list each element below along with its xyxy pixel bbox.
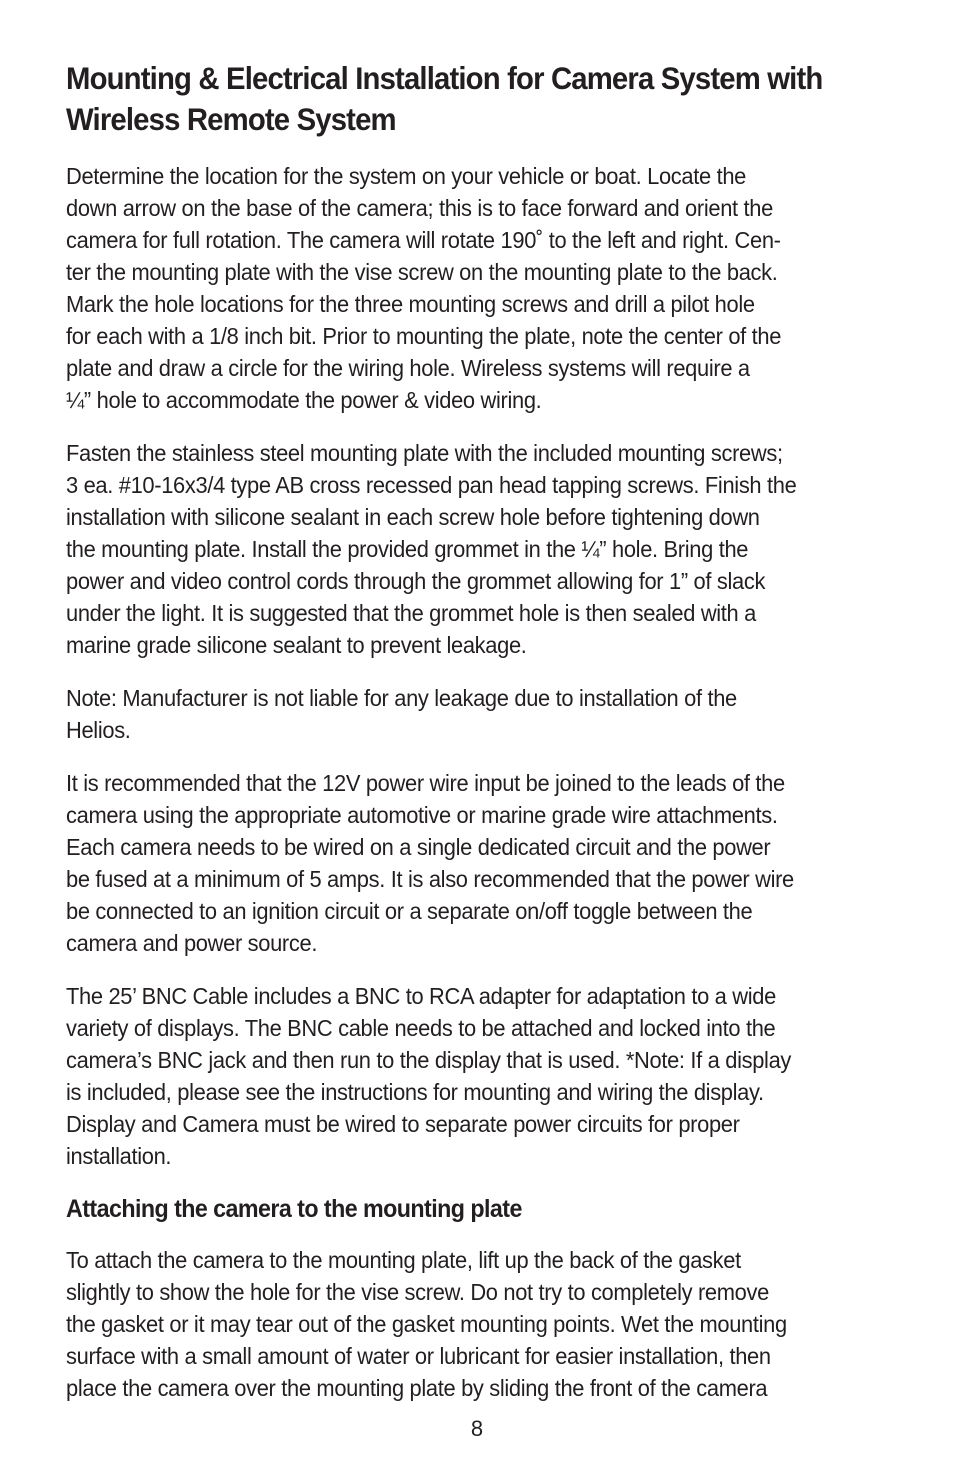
text-line: variety of displays. The BNC cable needs to be attached and locked into the <box>66 1015 776 1041</box>
text-line: be fused at a minimum of 5 amps. It is also recommended that the power wire <box>66 866 794 892</box>
text-line: for each with a 1/8 inch bit. Prior to mounting the plate, note the center of the <box>66 323 782 349</box>
text-line: place the camera over the mounting plate by sliding the front of the camera <box>66 1375 768 1401</box>
text-line: Each camera needs to be wired on a single dedicated circuit and the power <box>66 834 771 860</box>
title-line: Mounting & Electrical Installation for Camera System with <box>66 60 823 96</box>
text-line: is included, please see the instructions for mounting and wiring the display. <box>66 1079 764 1105</box>
text-line: camera and power source. <box>66 930 318 956</box>
text-line: Helios. <box>66 717 131 743</box>
text-line: marine grade silicone sealant to prevent leakage. <box>66 632 527 658</box>
text-line: the mounting plate. Install the provided grommet in the ¼” hole. Bring the <box>66 536 749 562</box>
text-line: Fasten the stainless steel mounting plate with the included mounting screws; <box>66 440 783 466</box>
text-line: ter the mounting plate with the vise screw on the mounting plate to the back. <box>66 259 778 285</box>
page-number: 8 <box>470 1416 484 1441</box>
text-line: be connected to an ignition circuit or a separate on/off toggle between the <box>66 898 753 924</box>
text-line: down arrow on the base of the camera; this is to face forward and orient the <box>66 195 773 221</box>
text-line: ¼” hole to accommodate the power & video wiring. <box>66 387 542 413</box>
paragraph-bnc-cable <box>66 980 893 1172</box>
text-line: camera using the appropriate automotive or marine grade wire attachments. <box>66 802 778 828</box>
text-line: Determine the location for the system on your vehicle or boat. Locate the <box>66 163 746 189</box>
text-line: Note: Manufacturer is not liable for any leakage due to installation of the <box>66 685 737 711</box>
text-line: The 25’ BNC Cable includes a BNC to RCA adapter for adaptation to a wide <box>66 983 776 1009</box>
text-line: under the light. It is suggested that the grommet hole is then sealed with a <box>66 600 756 626</box>
text-line: camera for full rotation. The camera will rotate 190˚ to the left and right. Cen- <box>66 227 781 253</box>
text-line: surface with a small amount of water or lubricant for easier installation, then <box>66 1343 771 1369</box>
paragraph-note <box>66 682 893 746</box>
page-title <box>66 58 903 140</box>
document-page <box>66 58 892 1425</box>
text-line: slightly to show the hole for the vise screw. Do not try to completely remove <box>66 1279 769 1305</box>
text-line: power and video control cords through the grommet allowing for 1” of slack <box>66 568 766 594</box>
text-line: plate and draw a circle for the wiring hole. Wireless systems will require a <box>66 355 750 381</box>
text-line: It is recommended that the 12V power wire input be joined to the leads of the <box>66 770 785 796</box>
paragraph-attach <box>66 1244 893 1404</box>
text-line: Display and Camera must be wired to separate power circuits for proper <box>66 1111 740 1137</box>
text-line: camera’s BNC jack and then run to the display that is used. *Note: If a display <box>66 1047 792 1073</box>
text-line: the gasket or it may tear out of the gasket mounting points. Wet the mounting <box>66 1311 787 1337</box>
text-line: installation. <box>66 1143 172 1169</box>
text-line: 3 ea. #10-16x3/4 type AB cross recessed pan head tapping screws. Finish the <box>66 472 797 498</box>
text-line: To attach the camera to the mounting plate, lift up the back of the gasket <box>66 1247 741 1273</box>
section-heading: Attaching the camera to the mounting plate <box>66 1195 522 1223</box>
paragraph-location <box>66 160 893 416</box>
title-line: Wireless Remote System <box>66 101 396 137</box>
paragraph-fasten <box>66 437 893 661</box>
text-line: installation with silicone sealant in each screw hole before tightening down <box>66 504 760 530</box>
text-line: Mark the hole locations for the three mounting screws and drill a pilot hole <box>66 291 755 317</box>
paragraph-power <box>66 767 893 959</box>
